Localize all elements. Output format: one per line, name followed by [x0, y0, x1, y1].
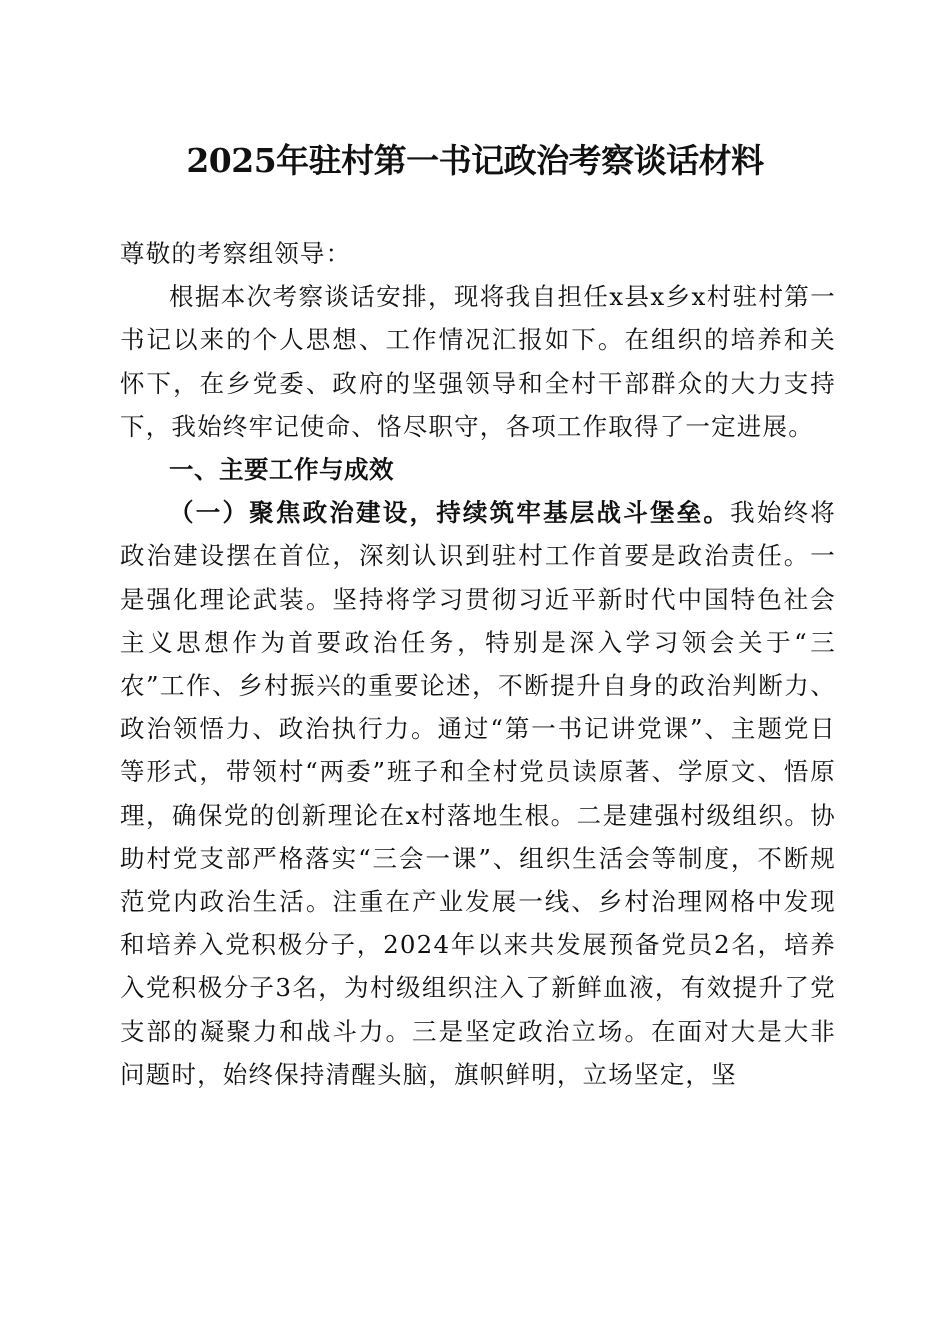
salutation: 尊敬的考察组领导： — [120, 239, 352, 268]
subsection-heading-1: （一）聚焦政治建设，持续筑牢基层战斗堡垒。 — [169, 498, 731, 528]
subsection-body-1: 我始终将政治建设摆在首位，深刻认识到驻村工作首要是政治责任。一是强化理论武装。坚持将学习贯彻习近平新时代中国特色社会主义思想作为首要政治任务，特别是深入学习领会关于“三农”工作、乡村振兴的重要论述，不断提升自身的政治判断力、政治领悟力、政治执行力。通过“第一书记讲党课”、主题党日等形式，带领村“两委”班子和全村党员读原著、学原文、悟原理，确保党的创新理论在x村落地生根。二是建强村级组织。协助村党支部严格落实“三会一课”、组织生活会等制度，不断规范党内政治生活。注重在产业发展一线、乡村治理网格中发现和培养入党积极分子，2024年以来共发展预备党员2名，培养入党积极分子3名，为村级组织注入了新鲜血液，有效提升了党支部的凝聚力和战斗力。三是坚定政治立场。在面对大是大非问题时，始终保持清醒头脑，旗帜鲜明，立场坚定，坚 — [120, 498, 836, 1089]
section-heading-1: 一、主要工作与成效 — [169, 455, 394, 485]
subsection-paragraph-1 — [120, 491, 836, 1096]
document-title: 2025年驻村第一书记政治考察谈话材料 — [186, 141, 764, 180]
intro-paragraph: 根据本次考察谈话安排，现将我自担任x县x乡x村驻村第一书记以来的个人思想、工作情况汇报如下。在组织的培养和关怀下，在乡党委、政府的坚强领导和全村干部群众的大力支持下，我始终牢记使命、恪尽职守，各项工作取得了一定进展。 — [120, 282, 836, 441]
document-body — [120, 232, 836, 1096]
